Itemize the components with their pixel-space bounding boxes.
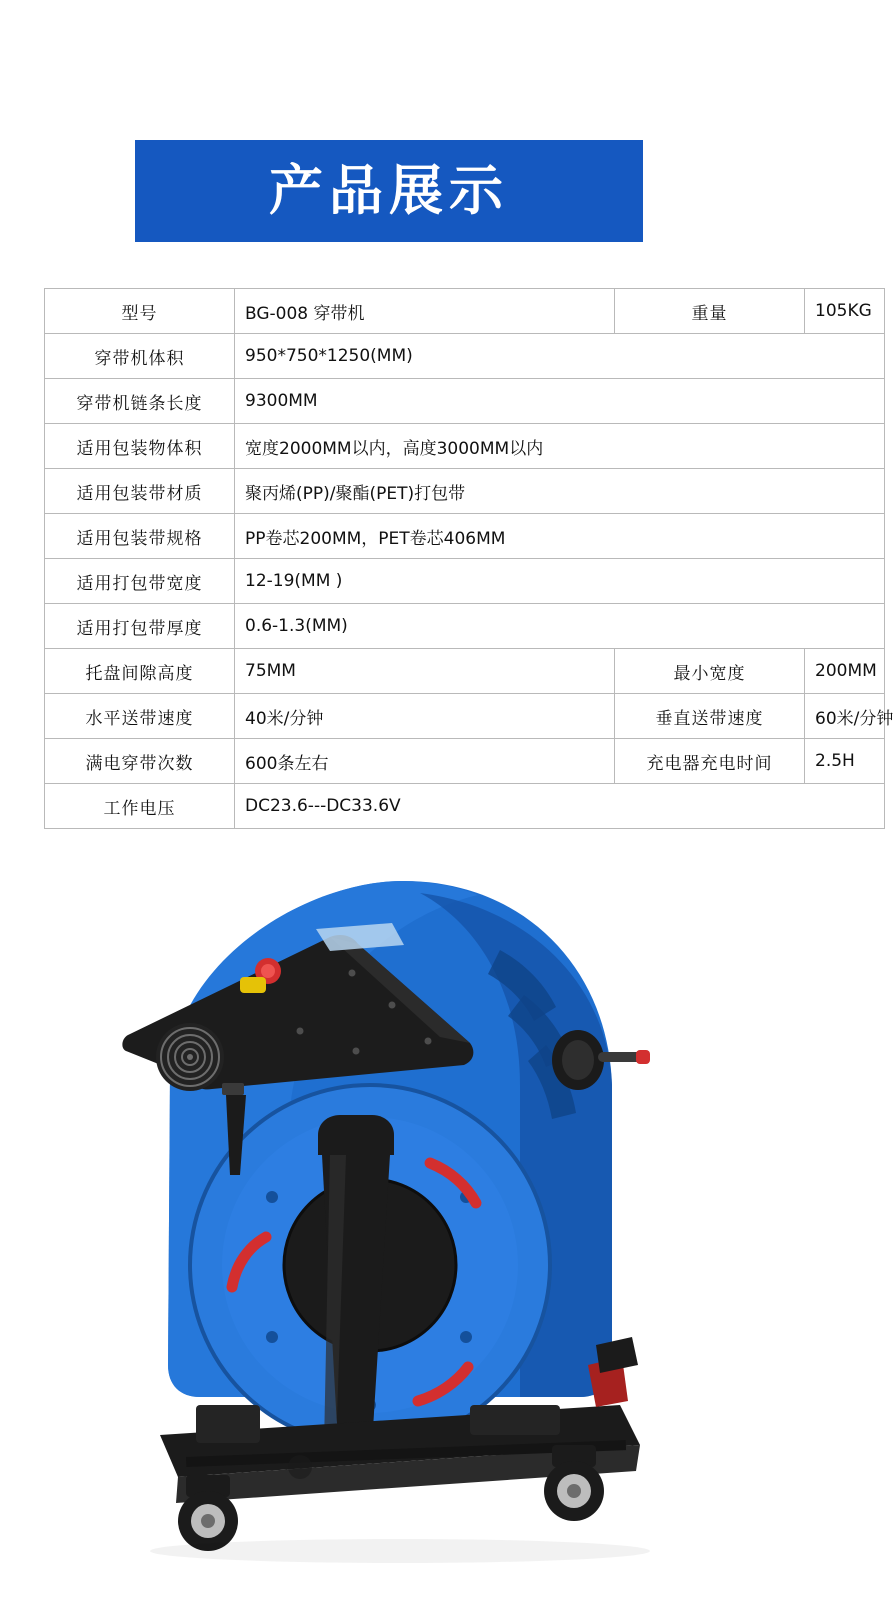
- spec-label-cell: 充电器充电时间: [615, 739, 805, 784]
- table-row: [45, 649, 885, 694]
- table-row: [45, 289, 885, 334]
- spec-value-cell: 40米/分钟: [235, 694, 615, 739]
- spec-label-cell: 垂直送带速度: [615, 694, 805, 739]
- spec-label-cell: 型号: [45, 289, 235, 334]
- spec-value-cell: 2.5H: [805, 739, 885, 784]
- spec-label-cell: 适用包装物体积: [45, 424, 235, 469]
- product-photo: [0, 845, 778, 1600]
- spec-label-cell: 适用打包带厚度: [45, 604, 235, 649]
- spec-value-cell: BG-008 穿带机: [235, 289, 615, 334]
- spec-label-cell: 满电穿带次数: [45, 739, 235, 784]
- spec-label-cell: 最小宽度: [615, 649, 805, 694]
- spec-value-cell: 600条左右: [235, 739, 615, 784]
- spec-value-cell: 宽度2000MM以内，高度3000MM以内: [235, 424, 885, 469]
- spec-table: [44, 288, 893, 829]
- table-row: [45, 739, 885, 784]
- table-row: [45, 559, 885, 604]
- table-row: [45, 424, 885, 469]
- spec-table-container: [44, 288, 893, 829]
- spec-label-cell: 适用包装带规格: [45, 514, 235, 559]
- table-row: [45, 469, 885, 514]
- spec-value-cell: 60米/分钟: [805, 694, 885, 739]
- spec-value-cell: 950*750*1250(MM): [235, 334, 885, 379]
- table-row: [45, 694, 885, 739]
- table-row: [45, 379, 885, 424]
- spec-value-cell: 75MM: [235, 649, 615, 694]
- spec-value-cell: 12-19(MM ): [235, 559, 885, 604]
- spec-label-cell: 重量: [615, 289, 805, 334]
- banner-section: [0, 140, 778, 242]
- product-photo-illustration: [0, 845, 778, 1600]
- spec-value-cell: 9300MM: [235, 379, 885, 424]
- spec-label-cell: 工作电压: [45, 784, 235, 829]
- table-row: [45, 334, 885, 379]
- spec-value-cell: DC23.6---DC33.6V: [235, 784, 885, 829]
- spec-value-cell: 200MM: [805, 649, 885, 694]
- spec-label-cell: 穿带机体积: [45, 334, 235, 379]
- spec-value-cell: 105KG: [805, 289, 885, 334]
- banner-box: [135, 140, 643, 242]
- spec-label-cell: 托盘间隙高度: [45, 649, 235, 694]
- spec-label-cell: 适用包装带材质: [45, 469, 235, 514]
- spec-label-cell: 水平送带速度: [45, 694, 235, 739]
- table-row: [45, 784, 885, 829]
- spec-value-cell: 聚丙烯(PP)/聚酯(PET)打包带: [235, 469, 885, 514]
- spec-value-cell: PP卷芯200MM，PET卷芯406MM: [235, 514, 885, 559]
- spec-label-cell: 适用打包带宽度: [45, 559, 235, 604]
- table-row: [45, 514, 885, 559]
- spec-value-cell: 0.6-1.3(MM): [235, 604, 885, 649]
- page-title: 产品展示: [269, 159, 509, 222]
- table-row: [45, 604, 885, 649]
- spec-label-cell: 穿带机链条长度: [45, 379, 235, 424]
